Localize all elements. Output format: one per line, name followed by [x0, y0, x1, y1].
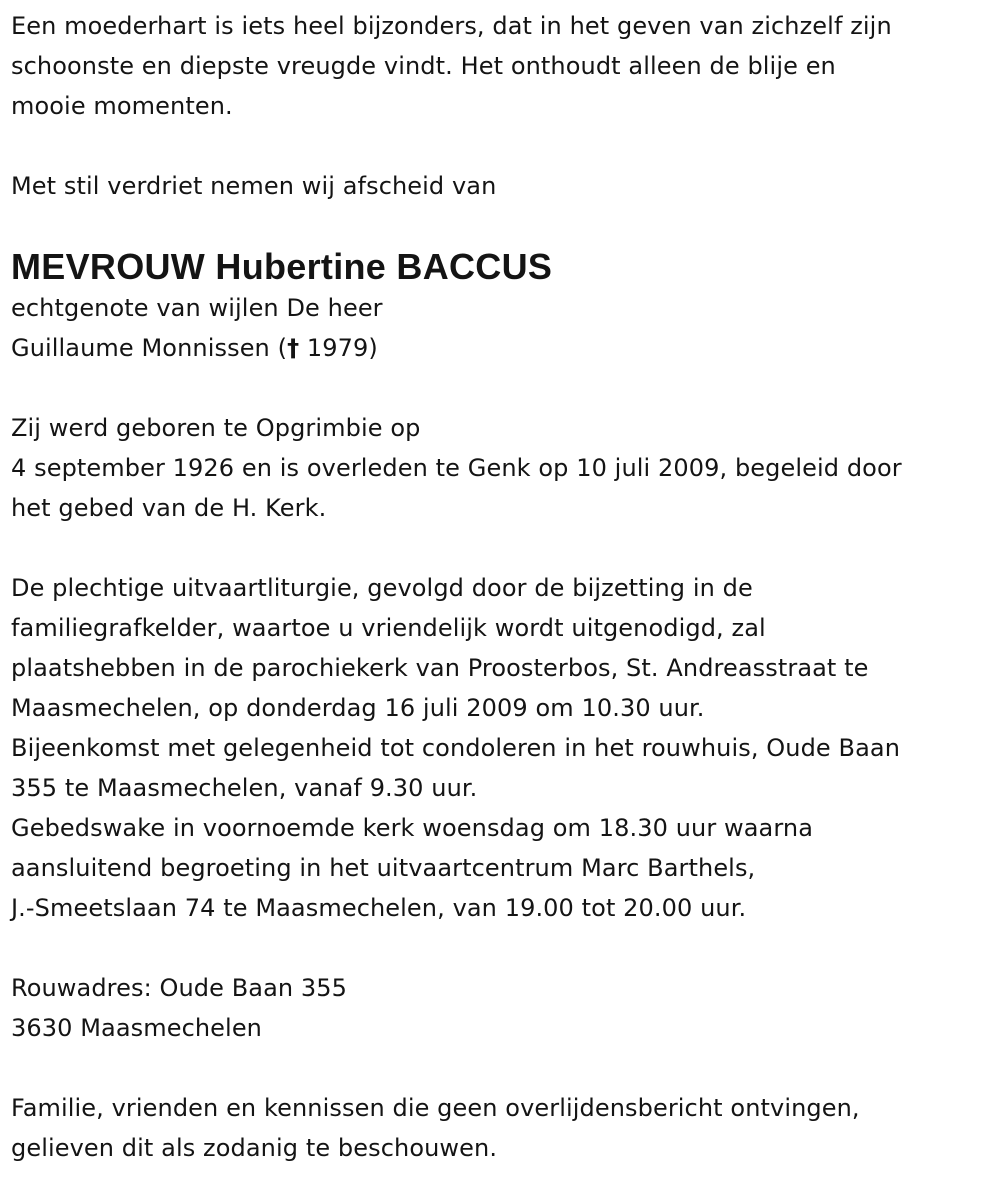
intro-line: schoonste en diepste vreugde vindt. Het onthoudt alleen de blije en — [11, 52, 836, 80]
death-year: 1979) — [299, 334, 378, 362]
ceremony-line: Bijeenkomst met gelegenheid tot condoleren in het rouwhuis, Oude Baan — [11, 734, 901, 762]
ceremony-line: Gebedswake in voornoemde kerk woensdag om 18.30 uur waarna — [11, 814, 814, 842]
spouse-paragraph — [11, 288, 996, 368]
birth-death-line: 4 september 1926 en is overleden te Genk op 10 juli 2009, begeleid door — [11, 454, 902, 482]
spouse-name-line — [11, 328, 996, 368]
ceremony-paragraph — [11, 568, 996, 928]
closing-line: gelieven dit als zodanig te beschouwen. — [11, 1134, 498, 1162]
ceremony-line: aansluitend begroeting in het uitvaartcentrum Marc Barthels, — [11, 854, 756, 882]
spacer — [11, 1048, 996, 1088]
birth-death-line: Zij werd geboren te Opgrimbie op — [11, 414, 421, 442]
address-line: Rouwadres: Oude Baan 355 — [11, 974, 348, 1002]
spacer — [11, 206, 996, 246]
ceremony-line: Maasmechelen, op donderdag 16 juli 2009 om 10.30 uur. — [11, 694, 705, 722]
ceremony-line: J.-Smeetslaan 74 te Maasmechelen, van 19.00 tot 20.00 uur. — [11, 894, 747, 922]
spacer — [11, 368, 996, 408]
spouse-name: Guillaume Monnissen ( — [11, 334, 288, 362]
intro-line: Een moederhart is iets heel bijzonders, dat in het geven van zichzelf zijn — [11, 12, 892, 40]
closing-paragraph — [11, 1088, 996, 1168]
intro-paragraph — [11, 6, 996, 126]
deceased-name: MEVROUW Hubertine BACCUS — [11, 246, 553, 287]
intro-line: mooie momenten. — [11, 92, 233, 120]
ceremony-line: familiegrafkelder, waartoe u vriendelijk wordt uitgenodigd, zal — [11, 614, 766, 642]
address-paragraph — [11, 968, 996, 1048]
ceremony-line: plaatshebben in de parochiekerk van Proosterbos, St. Andreasstraat te — [11, 654, 869, 682]
closing-line: Familie, vrienden en kennissen die geen overlijdensbericht ontvingen, — [11, 1094, 860, 1122]
ceremony-line: 355 te Maasmechelen, vanaf 9.30 uur. — [11, 774, 478, 802]
farewell-paragraph — [11, 166, 996, 206]
birth-death-paragraph — [11, 408, 996, 528]
ceremony-line: De plechtige uitvaartliturgie, gevolgd door de bijzetting in de — [11, 574, 753, 602]
spacer — [11, 928, 996, 968]
death-notice — [11, 6, 996, 1168]
spouse-line: echtgenote van wijlen De heer — [11, 294, 383, 322]
birth-death-line: het gebed van de H. Kerk. — [11, 494, 327, 522]
address-line: 3630 Maasmechelen — [11, 1014, 262, 1042]
spacer — [11, 528, 996, 568]
cross-icon: † — [287, 334, 300, 362]
farewell-line: Met stil verdriet nemen wij afscheid van — [11, 172, 497, 200]
spacer — [11, 126, 996, 166]
